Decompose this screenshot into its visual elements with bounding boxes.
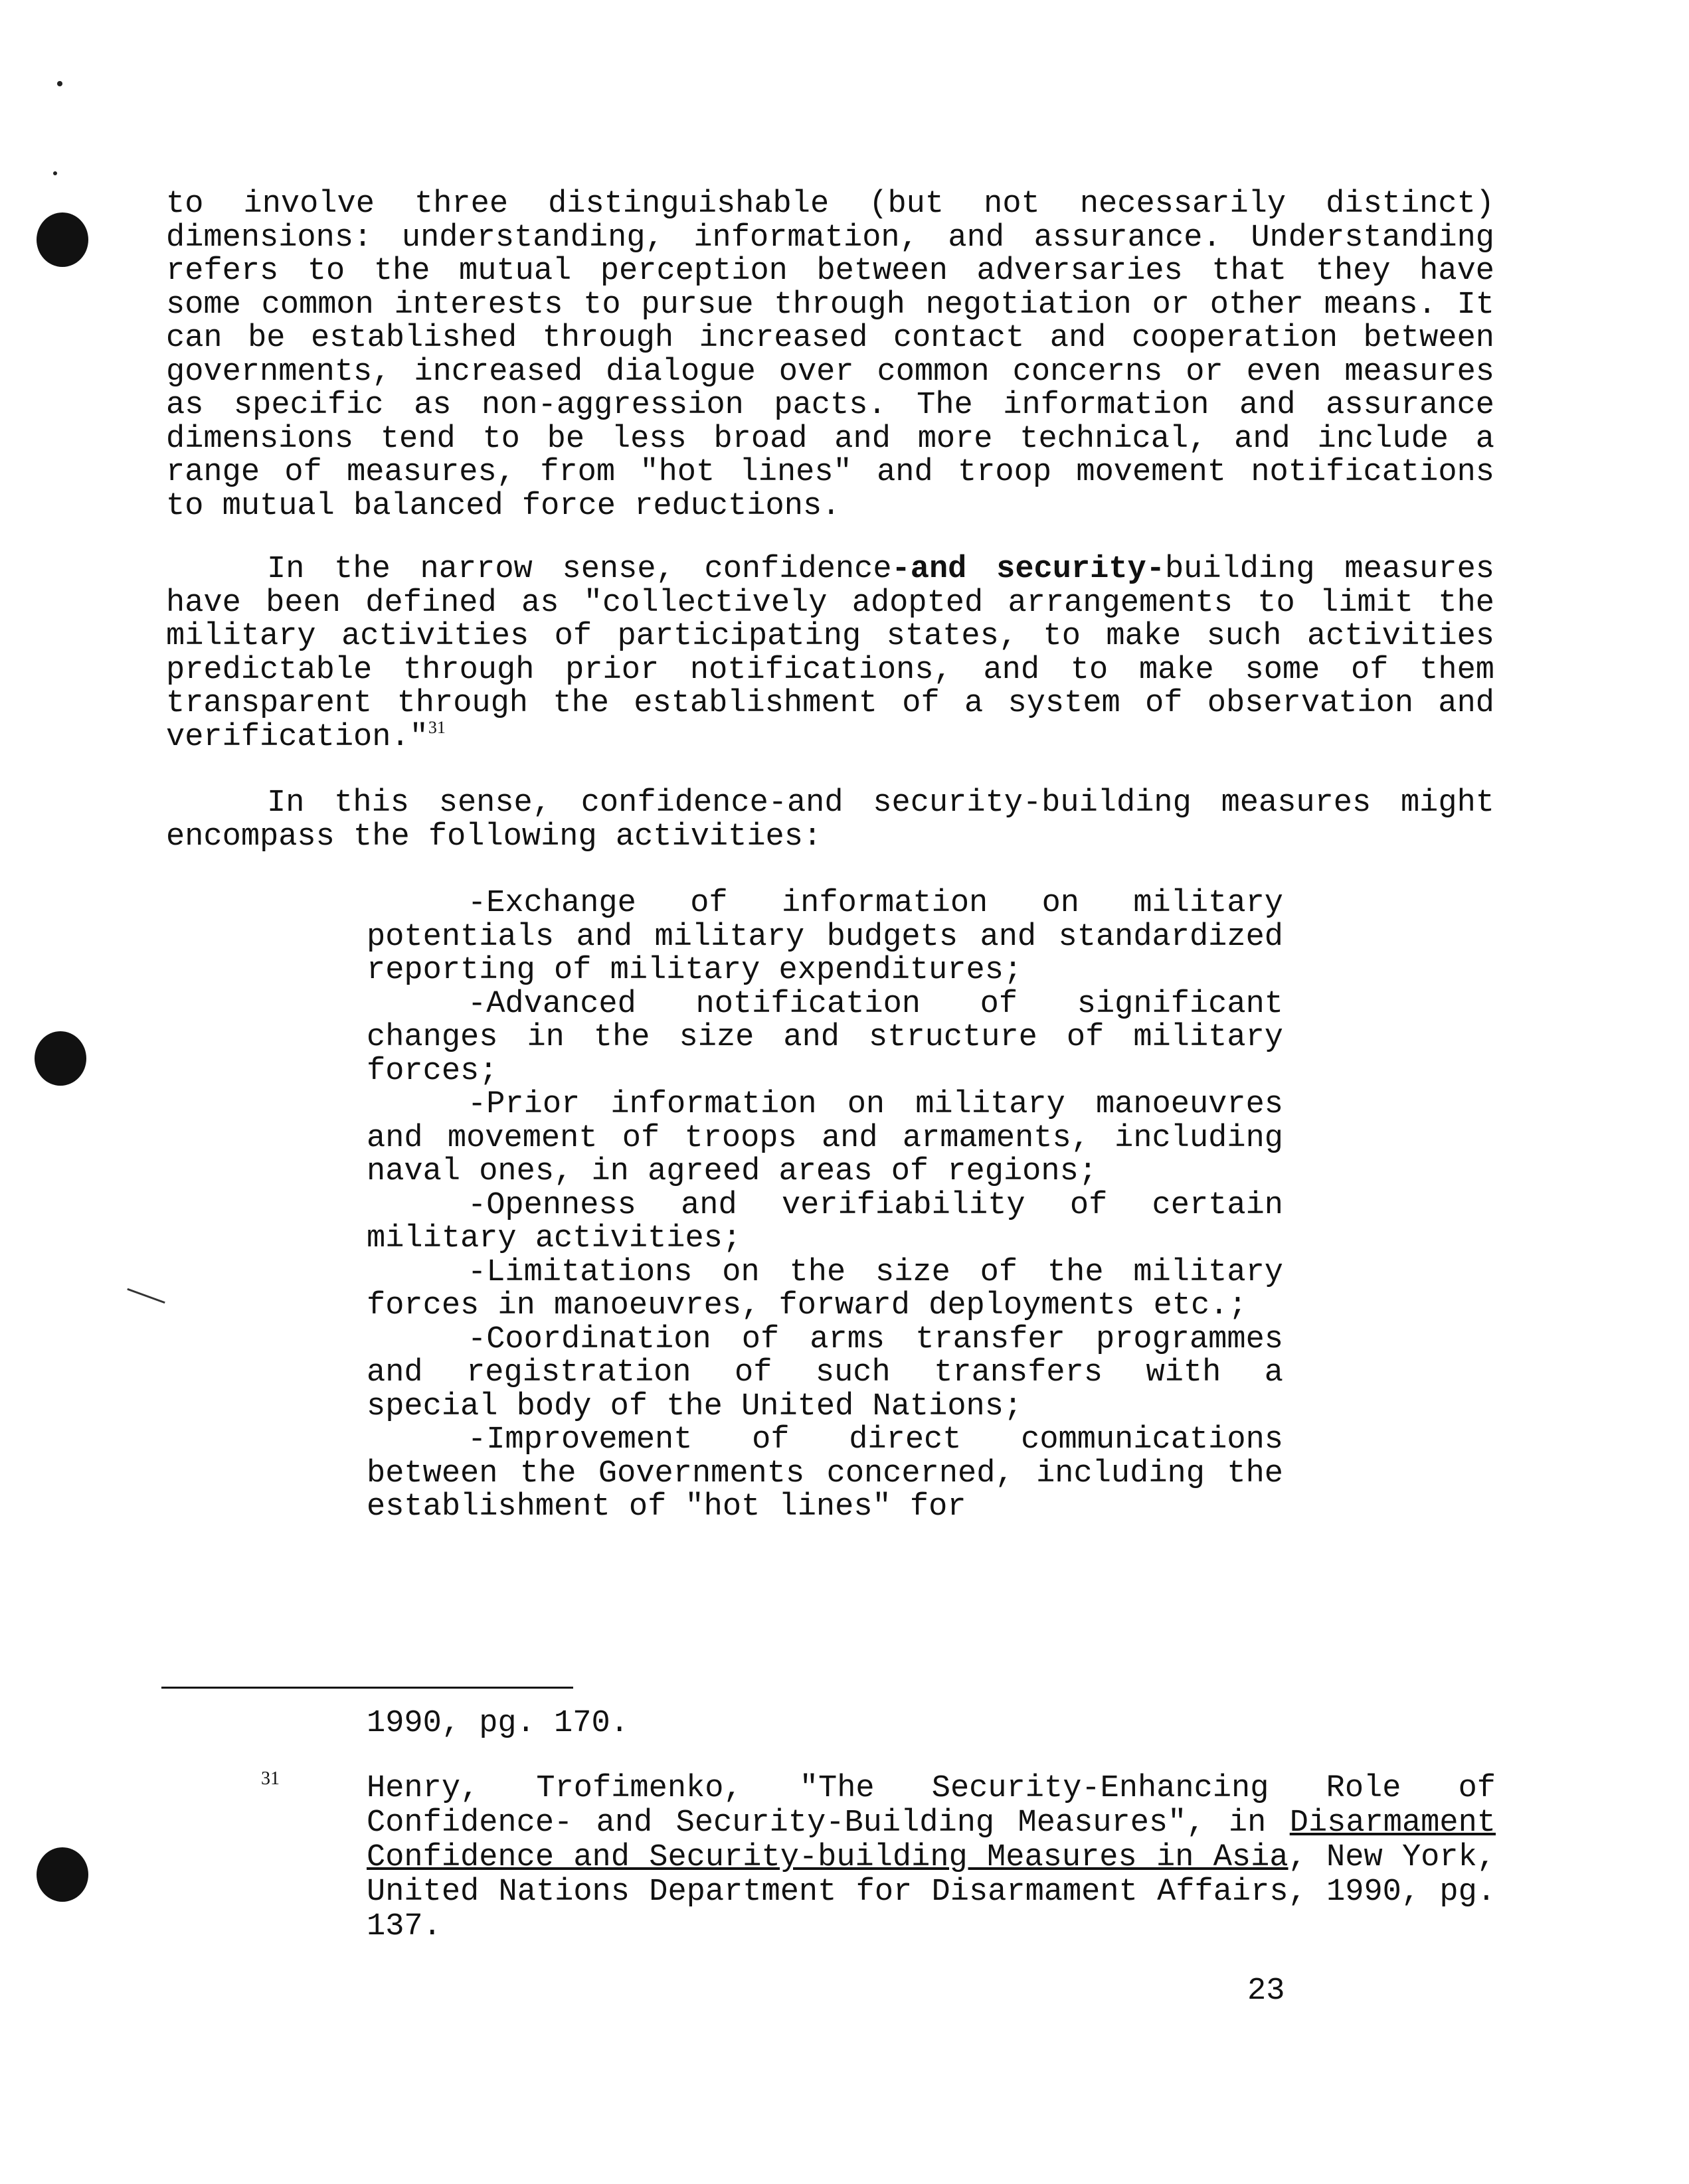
activities-list: [367, 887, 1283, 1525]
binder-hole-top: [37, 212, 88, 267]
binder-hole-bottom: [37, 1847, 88, 1902]
list-item: -Exchange of information on military potentials and military budgets and standardized reporting of military expenditures;: [367, 886, 1283, 988]
page-number: 23: [1247, 1974, 1285, 2009]
scan-speck: [57, 81, 62, 86]
footnote-31-text-a: Henry, Trofimenko, "The Security-Enhancing Role of Confidence- and Security-Building Measures", in: [367, 1771, 1496, 1841]
body-paragraph-1: to involve three distinguishable (but not necessarily distinct) dimensions: understanding, information, and assurance. Understanding refers to the mutual perception between adversaries that they have some common interests to pursue through negotiation or other means. It can be established through increased contact and cooperation between governments, increased dialogue over common concerns or even measures as specific as non-aggression pacts. The information and assurance dimensions tend to be less broad and more technical, and include a range of measures, from "hot lines" and troop movement notifications to mutual balanced force reductions.: [166, 187, 1494, 524]
scan-speck: [53, 171, 57, 175]
body-paragraph-3: In this sense, confidence-and security-building measures might encompass the following activities:: [166, 786, 1494, 855]
footnote-ref-31: 31: [428, 717, 446, 737]
footnote-continued: 1990, pg. 170.: [367, 1706, 629, 1741]
footnote-separator: [161, 1687, 573, 1689]
list-item: -Prior information on military manoeuvres and movement of troops and armaments, including naval ones, in agreed areas of regions;: [367, 1087, 1283, 1189]
footnote-31-title: Disarmament Confidence and Security-building Measures in Asia: [367, 1806, 1496, 1875]
list-item: -Coordination of arms transfer programmes and registration of such transfers with a special body of the United Nations;: [367, 1321, 1283, 1424]
list-item: -Limitations on the size of the military forces in manoeuvres, forward deployments etc.;: [367, 1254, 1283, 1323]
footnote-31-number: 31: [261, 1768, 280, 1789]
list-item: -Improvement of direct communications between the Governments concerned, including the establishment of "hot lines" for: [367, 1422, 1283, 1525]
paragraph-2-text-a: In the narrow sense, confidence: [267, 552, 892, 587]
scan-mark: [127, 1288, 165, 1303]
binder-hole-middle: [35, 1031, 86, 1086]
footnote-31: [367, 1772, 1496, 1944]
paragraph-2-text-b: building measures have been defined as "collectively adopted arrangements to limit the military activities of participating states, to make such activities predictable through prior notifications, and to make some of them transparent through the establishment of a system of observation and verification.": [166, 552, 1494, 755]
paragraph-2-bold: -and security-: [891, 552, 1165, 587]
list-item: -Openness and verifiability of certain military activities;: [367, 1187, 1283, 1256]
footnote-31-text-b: , New York, United Nations Department for Disarmament Affairs, 1990, pg. 137.: [367, 1840, 1496, 1944]
list-item: -Advanced notification of significant changes in the size and structure of military forces;: [367, 986, 1283, 1089]
body-paragraph-2: [166, 553, 1494, 754]
